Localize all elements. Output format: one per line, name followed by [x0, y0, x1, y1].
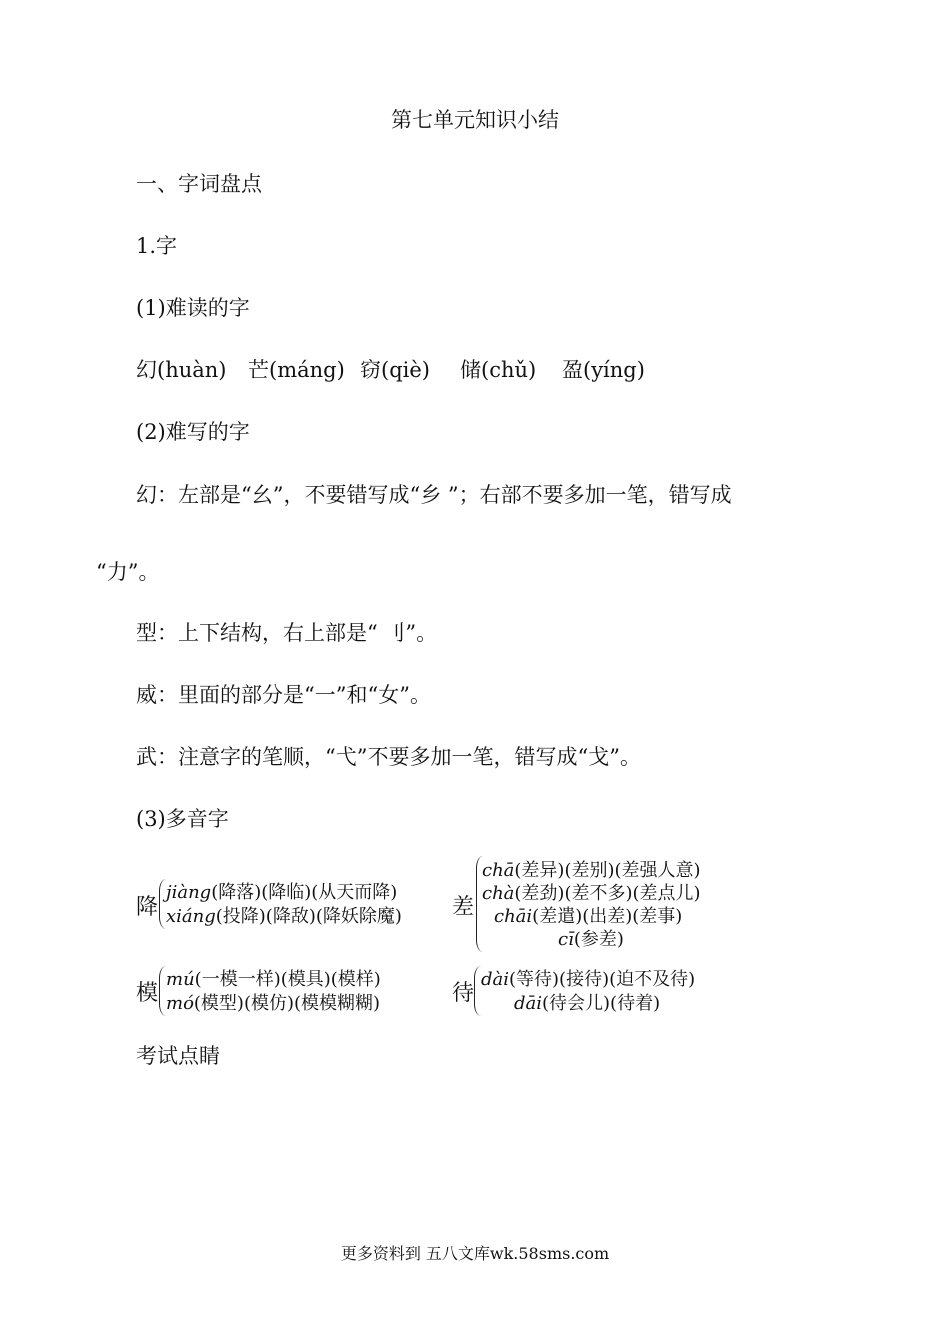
section-heading-vocabulary: 一、字词盘点 [136, 172, 262, 196]
subsection-heading-characters: 1.字 [136, 234, 178, 258]
polyphone-reading: mó(模型)(模仿)(模模糊糊) [166, 993, 381, 1014]
polyphone-char: 降 [136, 895, 159, 920]
hard-read-item: 幻(huàn) [136, 358, 227, 382]
polyphone-reading: chāi(差遣)(出差)(差事) [494, 906, 683, 927]
heading-hard-to-write: (2)难写的字 [136, 420, 250, 444]
hard-read-item: 窃(qiè) [360, 358, 430, 382]
note-wu: 武：注意字的笔顺，“弋”不要多加一笔，错写成“戈”。 [136, 745, 641, 769]
heading-exam-points: 考试点睛 [136, 1044, 220, 1068]
polyphone-reading: mú(一模一样)(模具)(模样) [166, 969, 381, 990]
polyphone-reading: jiàng(降落)(降临)(从天而降) [166, 882, 398, 903]
heading-polyphones: (3)多音字 [136, 807, 229, 831]
note-xing: 型：上下结构，右上部是“ 刂”。 [136, 621, 438, 645]
hard-read-item: 芒(máng) [248, 358, 345, 382]
polyphone-reading: chà(差劲)(差不多)(差点儿) [482, 883, 701, 904]
page-title: 第七单元知识小结 [391, 108, 559, 132]
note-wei: 威：里面的部分是“一”和“女”。 [136, 683, 431, 707]
hard-read-item: 盈(yíng) [562, 358, 645, 382]
polyphone-reading: chā(差异)(差别)(差强人意) [482, 860, 701, 881]
hard-read-item: 储(chǔ) [460, 358, 537, 382]
footer-link-text[interactable]: 更多资料到 五八文库wk.58sms.com [340, 1244, 610, 1263]
polyphone-char: 模 [136, 981, 159, 1006]
polyphone-reading: dài(等待)(接待)(迫不及待) [481, 969, 696, 990]
polyphone-reading: xiáng(投降)(降敌)(降妖除魔) [166, 906, 402, 927]
note-huan-line1: 幻：左部是“幺”，不要错写成“乡 ”；右部不要多加一笔，错写成 [136, 483, 732, 507]
heading-hard-to-read: (1)难读的字 [136, 296, 250, 320]
polyphone-char: 待 [452, 981, 475, 1006]
polyphone-reading: cī(参差) [558, 929, 624, 950]
polyphone-reading: dāi(待会儿)(待着) [514, 993, 661, 1014]
polyphone-char: 差 [452, 895, 475, 920]
note-huan-line2: “力”。 [96, 560, 160, 584]
